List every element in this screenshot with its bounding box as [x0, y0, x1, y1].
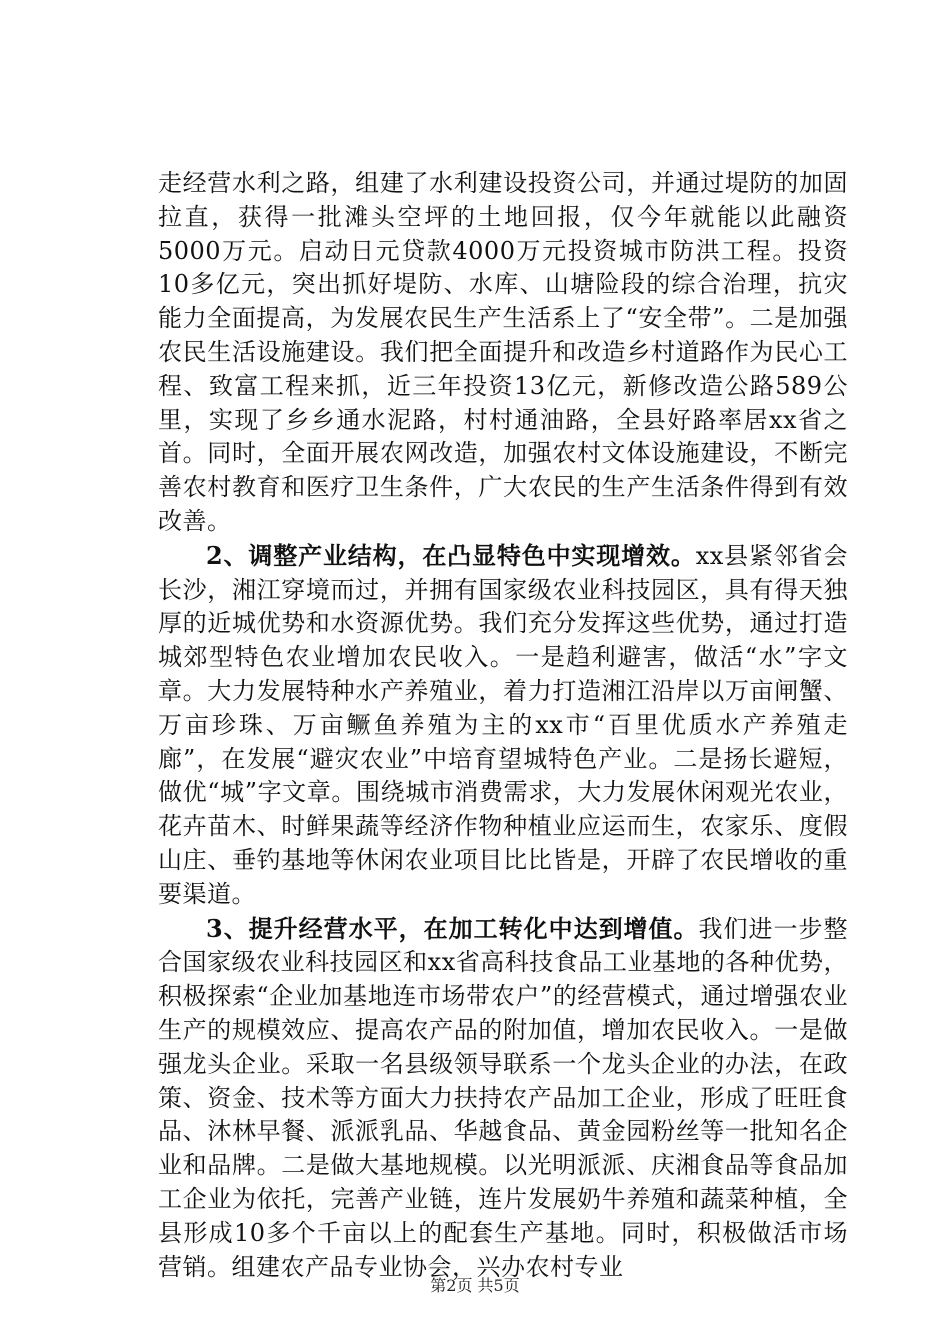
paragraph-3	[158, 912, 848, 1285]
paragraph-3-heading: 3、提升经营水平，在加工转化中达到增值。	[206, 913, 699, 943]
paragraph-2	[158, 539, 848, 912]
page-number-footer: 第2页 共5页	[430, 1276, 520, 1295]
paragraph-3-text: 我们进一步整合国家级农业科技园区和xx省高科技食品工业基地的各种优势，积极探索“企业加基地连市场带农户”的经营模式，通过增强农业生产的规模效应、提高农产品的附加值，增加农民收入。一是做强龙头企业。采取一名县级领导联系一个龙头企业的办法，在政策、资金、技术等方面大力扶持农产品加工企业，形成了旺旺食品、沐林早餐、派派乳品、华越食品、黄金园粉丝等一批知名企业和品牌。二是做大基地规模。以光明派派、庆湘食品等食品加工企业为依托，完善产业链，连片发展奶牛养殖和蔬菜种植，全县形成10多个千亩以上的配套生产基地。同时，积极做活市场营销。组建农产品专业协会，兴办农村专业	[158, 914, 849, 1281]
document-body	[158, 166, 848, 1284]
paragraph-2-heading: 2、调整产业结构，在凸显特色中实现增效。	[206, 540, 696, 570]
paragraph-1-text: 走经营水利之路，组建了水利建设投资公司，并通过堤防的加固拉直，获得一批滩头空坪的土地回报，仅今年就能以此融资5000万元。启动日元贷款4000万元投资城市防洪工程。投资10多亿元，突出抓好堤防、水库、山塘险段的综合治理，抗灾能力全面提高，为发展农民生产生活系上了“安全带”。二是加强农民生活设施建设。我们把全面提升和改造乡村道路作为民心工程、致富工程来抓，近三年投资13亿元，新修改造公路589公里，实现了乡乡通水泥路，村村通油路，全县好路率居xx省之首。同时，全面开展农网改造，加强农村文体设施建设，不断完善农村教育和医疗卫生条件，广大农民的生产生活条件得到有效改善。	[158, 169, 848, 535]
paragraph-1	[158, 166, 848, 539]
paragraph-2-text: xx县紧邻省会长沙，湘江穿境而过，并拥有国家级农业科技园区，具有得天独厚的近城优势和水资源优势。我们充分发挥这些优势，通过打造城郊型特色农业增加农民收入。一是趋利避害，做活“水”字文章。大力发展特种水产养殖业，着力打造湘江沿岸以万亩闸蟹、万亩珍珠、万亩鳜鱼养殖为主的xx市“百里优质水产养殖走廊”，在发展“避灾农业”中培育望城特色产业。二是扬长避短，做优“城”字文章。围绕城市消费需求，大力发展休闲观光农业，花卉苗木、时鲜果蔬等经济作物种植业应运而生，农家乐、度假山庄、垂钓基地等休闲农业项目比比皆是，开辟了农民增收的重要渠道。	[158, 541, 849, 908]
